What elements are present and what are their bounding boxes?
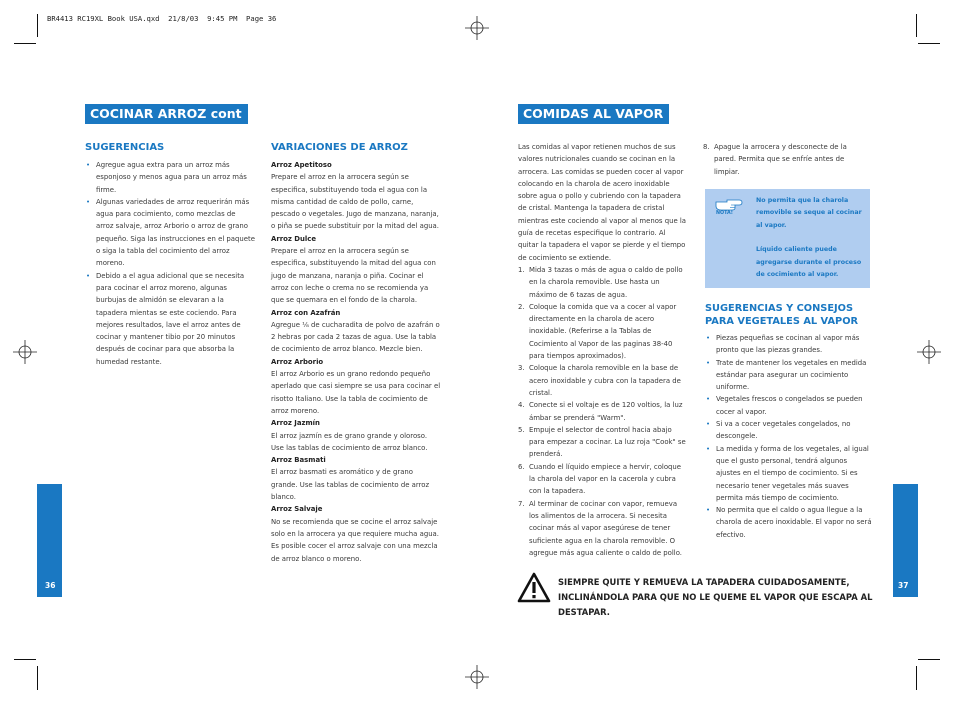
crop-mark [14,659,36,660]
note-text [756,195,868,281]
warning-triangle-icon [517,572,551,604]
list-item: 4. Conecte si el voltaje es de 120 voltios, la luz ámbar se prenderá "Warm". [518,401,683,422]
bullet-icon: • [706,444,711,453]
list-item: 2. Coloque la comida que va a cocer al vapor directamente en la charola de acero inoxidable. (Referirse a la Tablas de Cocimiento al Vapor de las paginas 38-40 para tiempos aproximados). [518,302,677,361]
list-item: • Trate de mantener los vegetales en medida estándar para asegurar un cocimiento uniforme. [706,358,867,392]
variaciones-body [271,159,441,565]
bullet-icon: • [86,271,91,280]
note-label: NOTA! [716,211,733,216]
pointing-hand-icon [715,197,743,211]
paragraph: Prepare el arroz en la arrocera según se especifica, substituyendo la mitad del agua con jugo de manzana, naranja o piña. Cocinar el arroz con leche o crema no se recomienda ya que se quemara en el fondo de la charola. [271,247,436,305]
vegetales-section [705,302,873,541]
list-item: 3. Coloque la charola removible en la base de acero inoxidable y cubra con la tapadera de cristal. [518,364,681,397]
registration-mark-icon [465,665,489,689]
print-slug: BR4413 RC19XL Book USA.qxd 21/8/03 9:45 PM Page 36 [47,14,277,23]
list-item: 7. Al terminar de cocinar con vapor, remueva los alimentos de la arrocera. Si necesita cocinar más al vapor asegúrese de tener suficiente agua en la charola removible. O agregue más agua caliente o caldo de pollo. [518,499,682,557]
paragraph: Agregue ¹⁄₈ de cucharadita de polvo de azafrán o 2 hebras por cada 2 tazas de agua. Use la tabla de cocimiento de arroz blanco. Mezcle bien. [271,320,440,354]
note-line: No permita que la charola removible se seque al cocinar al vapor. [756,197,862,229]
list-item: 1. Mida 3 tazas o más de agua o caldo de pollo en la charola removible. Use hasta un máximo de 6 tazas de agua. [518,265,683,299]
subheading: Arroz Dulce [271,234,317,243]
list-item: • Agregue agua extra para un arroz más esponjoso y menos agua para un arroz más firme. [86,161,247,194]
section-heading: SUGERENCIAS Y CONSEJOS PARA VEGETALES AL VAPOR [705,303,859,327]
crop-mark [916,666,917,690]
note-box [705,189,870,288]
bullet-icon: • [706,395,711,404]
section-heading: VARIACIONES DE ARROZ [271,142,408,153]
bullet-list [705,332,873,541]
list-item: • La medida y forma de los vegetales, al igual que el gusto personal, tendrá algunos ajustes en el tiempo de cocimiento. Si es necesario tener vegetales más suaves permita más tiempo de cocimiento. [706,444,869,502]
list-item: 6. Cuando el líquido empiece a hervir, coloque la charola del vapor en la cacerola y cubra con la tapadera. [518,462,682,496]
list-item: 8. Apague la arrocera y desconecte de la pared. Permita que se enfríe antes de limpiar. [703,143,847,176]
subheading: Arroz Arborio [271,357,324,366]
intro-paragraph: Las comidas al vapor retienen muchos de sus valores nutricionales cuando se cocinan en la arrocera. Las comidas se pueden cocer al vapor colocando en la charola de acero inoxidable sobre agua o pollo y cubriendo con la tapadera de cristal. Mantenga la tapadera de cristal mientras este cociendo al vapor al menos que la guía de recetas especifique lo contrario. Al quitar la tapadera el vapor se pierde y el tiempo de cocimiento se extiende. [518,143,687,262]
sugerencias-section [85,141,255,368]
paragraph: El arroz basmati es aromático y de grano grande. Use las tablas de cocimiento de arroz blanco. [271,468,430,502]
steps-list [518,264,688,559]
subheading: Arroz Apetitoso [271,161,332,169]
vapor-body [518,141,688,559]
list-item: • Algunas variedades de arroz requerirán más agua para cocimiento, como mezclas de arroz salvaje, arroz Arborio o arroz de grano pequeño. Siga las instrucciones en el paquete o siga la tabla del cocimiento del arroz moreno. [86,197,255,268]
crop-mark [916,14,917,37]
subheading: Arroz Jazmín [271,419,320,428]
note-line: Líquido caliente puede agregarse durante el proceso de cocimiento al vapor. [756,246,862,279]
crop-mark [37,666,38,690]
variaciones-section [271,141,441,565]
step-8 [703,141,861,178]
subheading: Arroz Basmati [271,456,326,465]
bullet-icon: • [706,420,711,429]
bullet-icon: • [706,334,711,342]
bullet-icon: • [706,506,711,515]
paragraph: No se recomienda que se cocine el arroz salvaje solo en la arrocera ya que requiere mucha agua. Es posible cocer el arroz salvaje con una mezcla de arroz blanco o moreno. [271,517,439,563]
warning-text: SIEMPRE QUITE Y REMUEVA LA TAPADERA CUIDADOSAMENTE, INCLINÁNDOLA PARA QUE NO LE QUEME EL VAPOR QUE ESCAPA AL DESTAPAR. [558,577,873,618]
bullet-icon: • [86,161,91,169]
list-item: 5. Empuje el selector de control hacia abajo para empezar a cocinar. La luz roja "Cook" se prenderá. [518,425,686,459]
registration-mark-icon [917,340,941,364]
crop-mark [918,43,940,44]
subheading: Arroz Salvaje [271,505,323,514]
bullet-icon: • [706,358,711,367]
paragraph: El arroz Arborio es un grano redondo pequeño aperlado que casi siempre se usa para cocinar el risotto Italiano. Use la tabla de cocimiento de arroz moreno. [271,370,441,415]
subheading: Arroz con Azafrán [271,308,341,317]
list-item: • Si va a cocer vegetales congelados, no descongele. [706,420,851,441]
section-heading: SUGERENCIAS [85,142,165,153]
list-item: • No permita que el caldo o agua llegue a la charola de acero inoxidable. El vapor no será efectivo. [706,506,872,539]
list-item: • Vegetales frescos o congelados se pueden cocer al vapor. [706,395,863,416]
page-number: 37 [898,581,909,590]
page-title: COCINAR ARROZ cont [85,104,248,124]
list-item: • Debido a el agua adicional que se necesita para cocinar el arroz moreno, algunas burbujas de almidón se elevaran a la tapadera mientas se este cociendo. Para mejores resultados, lave el arroz antes de cocinar y mantener tibio por 20 minutos después de cocinar para que absorba la humedad restante. [86,271,245,366]
bullet-list [85,159,255,368]
list-item: • Piezas pequeñas se cocinan al vapor más pronto que las piezas grandes. [706,334,860,355]
bullet-icon: • [86,197,91,206]
paragraph: El arroz jazmín es de grano grande y oloroso. Use las tablas de cocimiento de arroz blanco. [271,431,428,452]
registration-mark-icon [465,16,489,40]
page-number: 36 [45,581,56,590]
page-title: COMIDAS AL VAPOR [518,104,669,124]
paragraph: Prepare el arroz en la arrocera según se especifica, substituyendo toda el agua con la misma cantidad de caldo de pollo, carne, pescado o vegetales. Jugo de manzana, naranja, o piña se puede substituir por la mitad del agua. [271,173,439,231]
registration-mark-icon [13,340,37,364]
crop-mark [37,14,38,37]
crop-mark [14,43,36,44]
crop-mark [918,659,940,660]
